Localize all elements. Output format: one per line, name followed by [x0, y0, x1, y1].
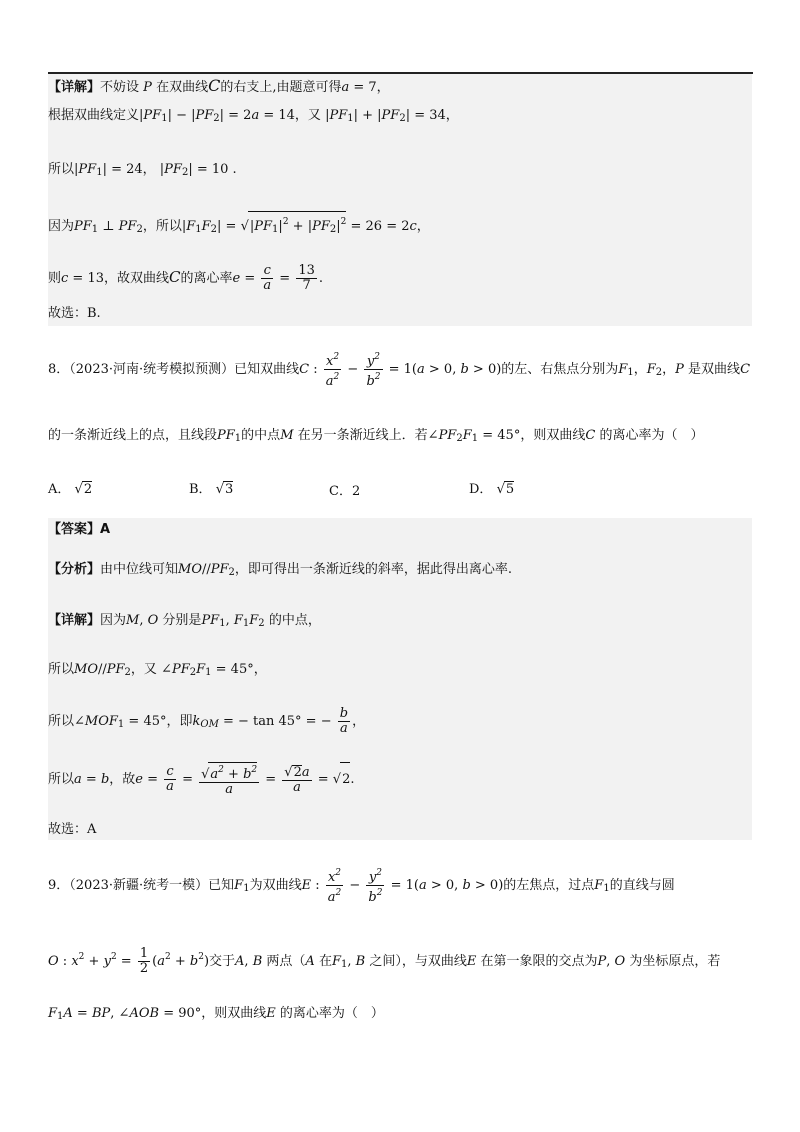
q8-line2: 的一条渐近线上的点，且线段PF1的中点M 在另一条渐近线上．若∠PF2F1 = 45°，则双曲线C 的离心率为（ ）	[48, 428, 704, 444]
q8-option-d[interactable]: D． √5	[469, 482, 515, 497]
answer-line: 【答案】A	[48, 522, 111, 537]
detail-tag: 【详解】	[48, 80, 101, 95]
q9-line3: F1A = BP, ∠AOB = 90°，则双曲线E 的离心率为（ ）	[48, 1006, 384, 1022]
q8-option-a[interactable]: A． √2	[48, 482, 93, 497]
solution1-line1: 【详解】不妨设 P 在双曲线C的右支上,由题意可得a = 7，	[48, 76, 390, 95]
detail-line1: 【详解】因为M, O 分别是PF1, F1F2 的中点，	[48, 613, 321, 629]
q8-option-c[interactable]: C．2	[329, 484, 361, 499]
detail-end: 故选：A	[48, 822, 97, 837]
analysis-line: 【分析】由中位线可知MO//PF2，即可得出一条渐近线的斜率，据此得出离心率.	[48, 562, 513, 578]
q9-source: （2023·新疆·统考一模）	[69, 878, 209, 893]
solution1-line2: 根据双曲线定义|PF1| − |PF2| = 2a = 14，又 |PF1| + |PF2| = 34，	[48, 108, 459, 124]
q9-line1: 9．（2023·新疆·统考一模）已知F1为双曲线E : $\frac{x^2}{a^2}$ − $\frac{y^2}{b^2}$ = 1(a > 0, b > 0)的左焦点，过点F1的直线与圆	[48, 868, 675, 905]
solution1-line6: 故选：B.	[48, 306, 101, 321]
q8-option-b[interactable]: B． √3	[189, 482, 234, 497]
detail-line3: 所以∠MOF1 = 45°，即kOM = − tan 45° = − $\frac{b}{a}$ ，	[48, 706, 366, 736]
detail-line2: 所以MO//PF2，又 ∠PF2F1 = 45°，	[48, 662, 267, 678]
q9-line2: O : $x^2 + y^2$ = $\frac{1}{2}$ $(a^2 + b^2)$交于A, B 两点（A 在F1, B 之间），与双曲线E 在第一象限的交点为P, O 为坐标原点，若	[48, 946, 721, 976]
detail-line4: 所以a = b，故e = $\frac{c}{a}$ = $\frac{√a^2 + b^2}{a}$ = $\frac{√2a}{a}$ = √2.	[48, 764, 355, 797]
solution1-line4: 因为PF1 ⊥ PF2，所以$|F1F2| = √|PF1|^2 + |PF2|^2 = 26 = 2c$，	[48, 211, 430, 240]
solution1-line3: 所以|PF1| = 24， |PF2| = 10 .	[48, 162, 237, 178]
q8-line1: 8．（2023·河南·统考模拟预测）已知双曲线C : $\frac{x^2}{a^2}$ − $\frac{y^2}{b^2}$ = 1(a > 0, b > 0)的左、右焦点分别为F1，F2，P 是双曲线C	[48, 352, 751, 389]
q8-source: （2023·河南·统考模拟预测）	[69, 362, 235, 377]
solution1-line5: 则c = 13，故双曲线C的离心率e = $\frac{c}{a}$ = $\frac{13}{7}$ .	[48, 263, 324, 293]
